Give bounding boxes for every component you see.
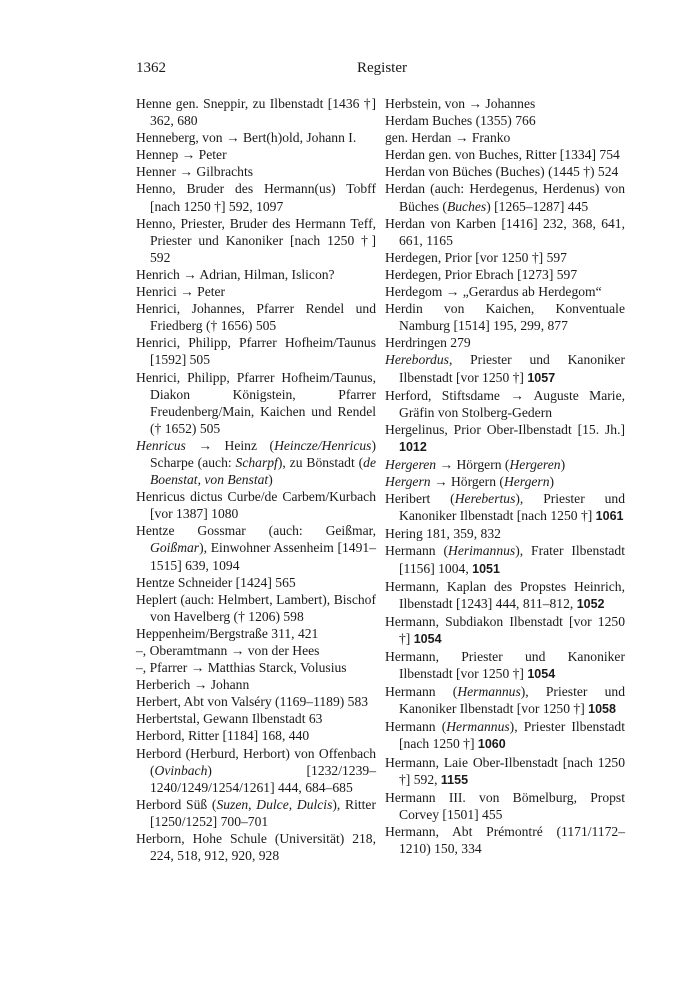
- entry-italic-text: Ovinbach: [154, 762, 208, 778]
- entry-text: Henne gen. Sneppir, zu Ilbenstadt [1436 †] 362, 680: [136, 96, 376, 129]
- entry-italic-text: Hergeren: [509, 456, 561, 472]
- entry-bold-page-ref: 1058: [588, 702, 616, 717]
- entry-text: Herborn, Hohe Schule (Universität) 218, 224, 518, 912, 920, 928: [136, 831, 376, 864]
- entry-bold-page-ref: 1054: [413, 631, 442, 646]
- entry-text: ,: [197, 472, 205, 488]
- index-entry: [136, 659, 376, 676]
- index-entry: [385, 387, 625, 421]
- index-entry: [385, 421, 625, 456]
- index-entry: [136, 129, 376, 146]
- entry-italic-text: Henricus: [136, 437, 186, 453]
- index-entry: [136, 591, 376, 625]
- index-entry: [385, 351, 625, 386]
- entry-italic-text: Herebordus: [385, 352, 449, 368]
- entry-text: Henrici, Philipp, Pfarrer Hofheim/Taunus, Diakon Königstein, Pfarrer Freudenberg/Main, Kaichen und Rendel († 1652) 505: [136, 369, 376, 436]
- entry-text: Henno, Bruder des Hermann(us) Tobff [nach 1250 †] 592, 1097: [136, 181, 376, 214]
- index-entry: [385, 525, 625, 542]
- entry-text: ), Priester und Kanoniker Ilbenstadt [vor 1250 †]: [399, 684, 625, 717]
- index-entry: [385, 180, 625, 214]
- index-entry: [136, 163, 376, 180]
- entry-italic-text: Hermannus: [457, 684, 521, 700]
- entry-text: Henno, Priester, Bruder des Hermann Teff, Priester und Kanoniker [nach 1250 †] 592: [136, 215, 376, 265]
- entry-italic-text: Hergern: [503, 474, 550, 490]
- entry-text: Herdam Buches (1355) 766: [385, 113, 536, 129]
- index-entry: [385, 95, 625, 112]
- index-entry: [385, 215, 625, 249]
- index-entry: [136, 796, 376, 830]
- entry-text: → Heinz (: [185, 437, 275, 453]
- index-entry: [385, 789, 625, 823]
- entry-bold-page-ref: 1052: [576, 596, 605, 611]
- index-entry: [136, 300, 376, 334]
- entry-text: Herbstein, von → Johannes: [385, 96, 536, 111]
- index-entry: [136, 830, 376, 864]
- entry-bold-page-ref: 1061: [595, 509, 624, 524]
- entry-text: –, Oberamtmann → von der Hees: [136, 643, 320, 658]
- entry-bold-page-ref: 1051: [472, 561, 500, 576]
- entry-text: Herdegen, Prior Ebrach [1273] 597: [385, 266, 578, 282]
- index-entry: [385, 754, 625, 789]
- entry-text: Hermann, Abt Prémontré (1171/1172–1210) 150, 334: [385, 823, 625, 857]
- entry-italic-text: Scharpf: [235, 454, 278, 470]
- entry-text: Herberich → Johann: [136, 677, 250, 693]
- index-entry: [136, 710, 376, 727]
- index-entry: [385, 718, 625, 753]
- entry-text: , Priester und Kanoniker Ilbenstadt [vor 1250 †]: [399, 352, 625, 385]
- index-entry: [385, 112, 625, 129]
- index-entry: [385, 163, 625, 180]
- entry-text: Hentze Gossmar (auch: Geißmar,: [136, 523, 376, 539]
- entry-text: Herdegen, Prior [vor 1250 †] 597: [385, 249, 567, 265]
- entry-text: Henrici, Philipp, Pfarrer Hofheim/Taunus [1592] 505: [136, 335, 376, 368]
- entry-text: Hering 181, 359, 832: [385, 526, 501, 542]
- entry-text: Herdan von Karben [1416] 232, 368, 641, 661, 1165: [385, 215, 625, 248]
- index-entry: [385, 578, 625, 613]
- entry-text: ), zu Bönstadt (: [277, 454, 364, 470]
- index-entry: [136, 625, 376, 642]
- index-entry: [136, 488, 376, 522]
- index-entry: [136, 334, 376, 368]
- entry-text: ) Scharpe (auch:: [150, 437, 376, 470]
- entry-text: ), Frater Ilbenstadt [1156] 1004,: [399, 543, 625, 576]
- entry-bold-page-ref: 1054: [527, 667, 556, 682]
- entry-text: Henner → Gilbrachts: [136, 164, 254, 180]
- entry-bold-page-ref: 1155: [440, 772, 469, 787]
- entry-italic-text: Goißmar: [150, 540, 200, 556]
- entry-italic-text: Herebertus: [454, 491, 516, 507]
- entry-text: Herbord, Ritter [1184] 168, 440: [136, 728, 310, 744]
- entry-text: Hennep → Peter: [136, 147, 227, 163]
- index-entry: [136, 522, 376, 573]
- index-column-right: [385, 95, 625, 857]
- index-entry: [136, 437, 376, 488]
- page-number: 1362: [136, 60, 166, 76]
- entry-text: → Hörgern (: [436, 456, 510, 472]
- index-entry: [136, 727, 376, 744]
- entry-text: Hermann (: [385, 684, 458, 700]
- entry-italic-text: Suzen: [216, 796, 249, 812]
- index-entry: [136, 369, 376, 437]
- entry-bold-page-ref: 1012: [399, 439, 427, 454]
- entry-text: ), Ritter [1250/1252] 700–701: [150, 796, 376, 829]
- entry-text: –, Pfarrer → Matthias Starck, Volusius: [136, 660, 347, 676]
- entry-italic-text: Heincze/Henricus: [274, 437, 372, 453]
- index-entry: [385, 146, 625, 163]
- entry-text: Hermann (: [385, 719, 447, 735]
- entry-text: Herdin von Kaichen, Konventuale Namburg [1514] 195, 299, 877: [385, 301, 625, 334]
- entry-text: Hermann, Kaplan des Propstes Heinrich, Ilbenstadt [1243] 444, 811–812,: [385, 578, 625, 611]
- running-title: Register: [357, 60, 407, 76]
- index-entry: [136, 215, 376, 266]
- entry-text: ), Priester Ilbenstadt [nach 1250 †]: [399, 719, 625, 752]
- index-entry: [385, 300, 625, 334]
- index-entry: [136, 95, 376, 129]
- entry-text: Henrich → Adrian, Hilman, Islicon?: [136, 266, 335, 282]
- entry-italic-text: Hermannus: [446, 719, 510, 735]
- entry-text: Hermann, Laie Ober-Ilbenstadt [nach 1250 †] 592,: [385, 754, 625, 787]
- entry-text: Herford, Stiftsdame → Auguste Marie, Gräfin von Stolberg-Gedern: [385, 387, 625, 420]
- entry-text: ), Einwohner Assenheim [1491–1515] 639, 1094: [150, 540, 376, 573]
- entry-text: gen. Herdan → Franko: [385, 130, 511, 146]
- index-entry: [385, 490, 625, 525]
- entry-text: Herbord (Herburd, Herbort) von Offenbach (: [136, 745, 376, 778]
- entry-text: → Hörgern (: [430, 474, 504, 490]
- index-entry: [136, 283, 376, 300]
- index-entry: [385, 456, 625, 473]
- entry-text: Hermann, Priester und Kanoniker Ilbenstadt [vor 1250 †]: [385, 649, 625, 682]
- entry-bold-page-ref: 1057: [527, 370, 556, 385]
- entry-text: Hermann, Subdiakon Ilbenstadt [vor 1250 †]: [385, 613, 625, 646]
- entry-text: Herdan (auch: Herdegenus, Herdenus) von Büches (: [385, 181, 625, 214]
- index-entry: [136, 146, 376, 163]
- entry-text: Henneberg, von → Bert(h)old, Johann I.: [136, 130, 357, 146]
- index-entry: [136, 642, 376, 659]
- entry-text: Herdegom → „Gerardus ab Herdegom“: [385, 284, 602, 300]
- index-entry: [136, 745, 376, 796]
- index-entry: [385, 683, 625, 718]
- entry-text: Henricus dictus Curbe/de Carbem/Kurbach [vor 1387] 1080: [136, 489, 376, 522]
- index-entry: [385, 613, 625, 648]
- index-entry: [385, 129, 625, 146]
- index-entry: [385, 266, 625, 283]
- index-entry: [385, 823, 625, 857]
- entry-bold-page-ref: 1060: [477, 737, 506, 752]
- index-entry: [385, 648, 625, 683]
- entry-text: Herbert, Abt von Valséry (1169–1189) 583: [136, 694, 369, 710]
- entry-text: Herdan gen. von Buches, Ritter [1334] 754: [385, 147, 620, 163]
- entry-text: Herbord Süß (: [136, 796, 217, 812]
- entry-italic-text: Buches: [446, 198, 487, 214]
- entry-text: Herdringen 279: [385, 335, 471, 351]
- entry-italic-text: de Boenstat: [150, 454, 376, 488]
- entry-italic-text: Hergern: [385, 474, 431, 490]
- index-entry: [385, 283, 625, 300]
- entry-italic-text: Hergeren: [385, 456, 437, 472]
- index-column-left: [136, 95, 376, 864]
- entry-text: Hentze Schneider [1424] 565: [136, 574, 296, 590]
- index-entry: [385, 249, 625, 266]
- index-entry: [136, 266, 376, 283]
- index-entry: [385, 334, 625, 351]
- entry-text: Heppenheim/Bergstraße 311, 421: [136, 625, 319, 641]
- entry-text: ,: [288, 796, 297, 812]
- index-entry: [136, 693, 376, 710]
- entry-text: ): [268, 472, 273, 488]
- entry-text: Heplert (auch: Helmbert, Lambert), Bischof von Havelberg († 1206) 598: [136, 591, 376, 624]
- index-entry: [385, 542, 625, 577]
- entry-text: Henrici, Johannes, Pfarrer Rendel und Friedberg († 1656) 505: [136, 301, 376, 334]
- entry-text: ): [549, 474, 555, 490]
- entry-italic-text: Dulce: [256, 796, 289, 812]
- entry-text: ) [1265–1287] 445: [486, 198, 589, 214]
- entry-italic-text: Herimannus: [448, 543, 516, 559]
- entry-text: ), Priester und Kanoniker Ilbenstadt [nach 1250 †]: [399, 491, 626, 524]
- entry-italic-text: Dulcis: [296, 796, 333, 812]
- entry-text: Henrici → Peter: [136, 284, 226, 300]
- entry-text: ) [1232/1239–1240/1249/1254/1261] 444, 684–685: [150, 762, 376, 795]
- entry-italic-text: von Benstat: [204, 472, 269, 488]
- index-entry: [136, 180, 376, 214]
- entry-text: Hermann III. von Bömelburg, Propst Corvey [1501] 455: [385, 789, 625, 822]
- entry-text: Hergelinus, Prior Ober-Ilbenstadt [15. Jh.]: [385, 421, 625, 437]
- entry-text: Hermann (: [385, 543, 448, 559]
- index-entry: [136, 676, 376, 693]
- index-entry: [385, 473, 625, 490]
- entry-text: Heribert (: [385, 491, 455, 507]
- entry-text: Herbertstal, Gewann Ilbenstadt 63: [136, 711, 323, 727]
- entry-text: Herdan von Büches (Buches) (1445 †) 524: [385, 164, 619, 180]
- entry-text: ): [560, 456, 566, 472]
- entry-text: ,: [248, 796, 257, 812]
- index-entry: [136, 574, 376, 591]
- page-header: [136, 60, 628, 80]
